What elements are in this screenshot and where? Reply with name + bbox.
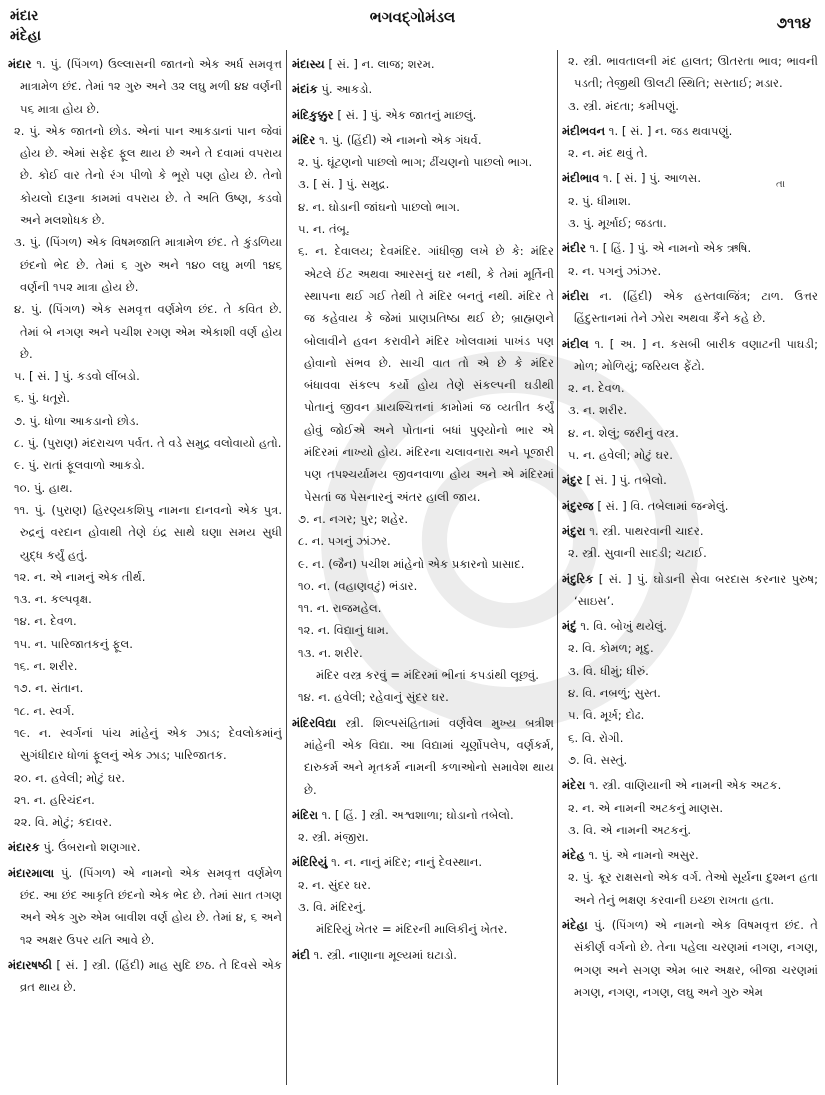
usage-example xyxy=(292,664,554,686)
definition-text: ૧૦. ન. (વહાણવટું) ભંડાર. xyxy=(298,578,418,593)
entry-sense xyxy=(8,700,282,722)
definition-text: ૧. [ હિં. ] પું. એ નામનો એક ઋષિ. xyxy=(585,241,752,256)
definition-text: ૧. સ્ત્રી. પાથરવાની ચાદર. xyxy=(585,523,704,538)
entry-sense xyxy=(8,677,282,699)
entry-sense xyxy=(292,642,554,664)
entry-sense xyxy=(8,811,282,833)
definition-text: ૨. ન. મંદ થવું તે. xyxy=(568,146,648,161)
definition-text: ૨૧. ન. હરિચંદન. xyxy=(14,792,95,807)
entry-sense xyxy=(8,454,282,476)
entry-sense xyxy=(292,874,554,896)
entry-sense xyxy=(292,826,554,848)
entry-sense xyxy=(8,298,282,365)
entry-sense xyxy=(8,410,282,432)
definition-text: ૧. ન. નાનું મંદિર; નાનું દેવસ્થાન. xyxy=(327,855,483,870)
dictionary-entry xyxy=(8,862,282,951)
definition-text: ૬. વિ. રોગી. xyxy=(568,730,624,745)
definition-text: ૫. ન. હવેલી; મોટું ઘર. xyxy=(568,448,673,463)
headword: મંદુરજ xyxy=(562,498,594,513)
entry-sense xyxy=(292,196,554,218)
column-1 xyxy=(8,50,282,1083)
dictionary-entry xyxy=(292,129,554,151)
headword: મંદિકુક્કુર xyxy=(292,107,334,122)
entry-sense xyxy=(562,797,818,819)
definition-text: ૮. પું. (પુરાણ) મંદરાચળ પર્વત. તે વડે સમુદ્ર વલોવાયો હતો. xyxy=(14,436,282,451)
definition-text: ૨. સ્ત્રી. ભાવતાલની મંદ હાલત; ઊતરતા ભાવ; ભાવની પડતી; તેજીથી ઊલટી સ્થિતિ; સસ્તાઈ; મડાર. xyxy=(568,54,818,91)
dictionary-entry xyxy=(562,469,818,491)
definition-text: પું. (પિંગળ) એ નામનો એક સમવૃત્ત વર્ણમેળ છંદ. આ છંદ આકૃતિ છંદનો એક ભેદ છે. તેમાં સાત તગણ અને એક ગુરુ એમ બાવીશ વર્ણ હોય છે. તેમાં ૪, ૬ અને ૧૨ અક્ષર ઉપર યતિ આવે છે. xyxy=(20,865,282,947)
headword: મંદાર xyxy=(8,57,32,71)
dictionary-entry xyxy=(562,844,818,866)
entry-sense xyxy=(562,660,818,682)
definition-text: ૧. [ અ. ] ન. કસબી બારીક વણાટની પાઘડી; મોળ; મોળિયું; જરિયલ ફેંટો. xyxy=(574,336,818,373)
page-number: ૭૧૧૪ xyxy=(776,14,811,32)
dictionary-entry xyxy=(292,712,554,801)
definition-text: પું. ઉંબરાનો શણગાર. xyxy=(39,840,141,855)
column-3 xyxy=(562,50,818,1083)
headword: મંદી xyxy=(292,947,310,962)
definition-text: ૬. ન. દેવાલય; દેવમંદિર. ગાંધીજી લખે છે કે: મંદિર એટલે ઈંટ અથવા આરસનું ઘર નથી, કે તેમાં મૂર્તિની સ્થાપના થઈ ગઈ તેથી તે મંદિર બનતું નથી. મંદિર તે જ કહેવાય કે જેમાં પ્રાણપ્રતિષ્ઠા થઈ છે; બ્રાહ્મણને બોલાવીને હવન કરાવીને મંદિર ખોલવામાં પાખંડ પણ હોવાનો સંભવ છે. સાચી વાત તો એ છે કે મંદિર બંધાવવા સંકલ્પ કર્યો હોય તેણે સંકલ્પની ઘડીથી પોતાનું જીવન પ્રાયશ્ચિત્તનાં કામોમાં જ વ્યતીત કર્યું હોવું જોઈએ અને પોતાનાં બધાં પુણ્યોનો ભાર એ મંદિરમાં નાખ્યો હોય. મંદિરના ચલાવનારા અને પૂજારી પણ તપશ્ચર્યામય જીવનવાળા હોય અને એ મંદિરમાં પેસતાં જ પેસનારનું અંતર હાલી જાય. xyxy=(298,244,554,504)
definition-text: ૨. ન. એ નામની અટકનું માણસ. xyxy=(568,800,724,815)
definition-text: ૩. સ્ત્રી. મંદતા; કમીપણું. xyxy=(568,98,679,113)
definition-text: મંદિરિયું ખેતર = મંદિરની માલિકીનું ખેતર. xyxy=(316,922,508,937)
definition-text: ૮. ન. પગનું ઝાંઝર. xyxy=(298,534,391,549)
definition-text: પું. આકડો. xyxy=(317,82,373,97)
headword: મંદીભવન xyxy=(562,123,606,138)
headword: મંદીર xyxy=(562,241,586,256)
definition-text: ૨. ન. સુંદર ઘર. xyxy=(298,877,371,892)
definition-text: ૧૪. ન. દેવળ. xyxy=(14,614,77,629)
definition-text: સ્ત્રી. શિલ્પસંહિતામાં વર્ણવેલ મુખ્ય બત્રીશ માંહેની એક વિદ્યા. આ વિદ્યામાં ચૂર્ણોપલેપ, વર્ણકર્મ, દારુકર્મ અને મૃતકર્મ નામની કળાઓનો સમાવેશ થાય છે. xyxy=(304,715,554,797)
entry-sense xyxy=(8,477,282,499)
entry-sense xyxy=(562,727,818,749)
definition-text: ૧. સ્ત્રી. વાણિયાની એ નામની એક અટક. xyxy=(585,778,782,793)
dictionary-entry xyxy=(562,774,818,796)
entry-sense xyxy=(292,508,554,530)
headword: મંદુરા xyxy=(562,523,586,538)
column-divider xyxy=(557,50,558,1085)
entry-sense xyxy=(562,444,818,466)
entry-sense xyxy=(8,789,282,811)
entry-sense xyxy=(562,682,818,704)
dictionary-entry xyxy=(562,285,818,330)
dictionary-entry xyxy=(292,104,554,126)
definition-text: ૧૩. ન. શરીર. xyxy=(298,645,363,660)
entry-sense xyxy=(292,218,554,240)
headword: મંદુર xyxy=(562,473,583,488)
column-divider xyxy=(286,50,287,1085)
entry-sense xyxy=(562,377,818,399)
definition-text: ૧૧. ન. રાજમહેલ. xyxy=(298,601,382,616)
definition-text: ૬. પું. ધતૂરો. xyxy=(14,391,70,406)
definition-text: ૧૭. ન. સંતાન. xyxy=(14,681,84,696)
entry-sense xyxy=(292,619,554,641)
dictionary-entry xyxy=(292,804,554,826)
headword: મંદું xyxy=(562,619,577,634)
entry-sense xyxy=(292,240,554,508)
definition-text: ૨. ન. દેવળ. xyxy=(568,381,625,396)
headword: મંદાંક xyxy=(292,82,318,97)
dictionary-entry xyxy=(292,53,554,75)
dictionary-entry xyxy=(292,851,554,873)
definition-text: [ સં. ] પું. તબેલો. xyxy=(582,473,667,488)
definition-text: ૧. વિ. બોખું થયેલું. xyxy=(576,619,667,634)
definition-text: ૧૨. ન. વિદ્યાનું ધામ. xyxy=(298,623,389,638)
entry-sense xyxy=(562,637,818,659)
entry-sense xyxy=(562,399,818,421)
definition-text: ૨. ન. પગનું ઝાંઝર. xyxy=(568,263,662,278)
definition-text: ૯. પું. રાતાં ફૂલવાળો આકડો. xyxy=(14,458,145,473)
entry-sense xyxy=(8,566,282,588)
definition-text: ૧૬. ન. શરીર. xyxy=(14,659,78,674)
entry-sense xyxy=(292,553,554,575)
definition-text: ૧૮. ન. સ્વર્ગ. xyxy=(14,703,75,718)
definition-text: ૧૩. ન. કલ્પવૃક્ષ. xyxy=(14,592,92,607)
entry-sense xyxy=(292,530,554,552)
entry-sense xyxy=(562,50,818,95)
definition-text: ૭. ન. નગર; પુર; શહેર. xyxy=(298,511,409,526)
definition-text: [ સં. ] પું. એક જાતનું માછલું. xyxy=(333,107,477,122)
dictionary-entry xyxy=(292,78,554,100)
entry-sense xyxy=(8,365,282,387)
entry-sense xyxy=(562,422,818,444)
definition-text: ૨૨. વિ. મોટું; કદાવર. xyxy=(14,815,113,830)
guide-word-last: મંદેહા xyxy=(10,28,42,44)
column-2 xyxy=(292,50,554,1083)
entry-sense xyxy=(8,588,282,610)
entry-sense xyxy=(8,610,282,632)
definition-text: ૩. [ સં. ] પું. સમુદ્ર. xyxy=(298,177,390,192)
entry-sense xyxy=(562,95,818,117)
definition-text: ૧. [ સં. ] પું. આળસ. xyxy=(599,171,702,186)
definition-text: ૩. વિ. એ નામની અટકનું. xyxy=(568,822,692,837)
dictionary-entry xyxy=(292,944,554,966)
definition-text: ૩. પું. મૂર્ખાઈ; જડતા. xyxy=(568,216,667,231)
dictionary-entry xyxy=(8,836,282,858)
definition-text: ૧. પું. (પિંગળ) ઉલ્લાસની જાતનો એક અર્ધ સમવૃત્ત માત્રામેળ છંદ. તેમાં ૧૨ ગુરુ અને ૩૨ લઘુ મળી ૪૪ વર્ણની ૫૬ માત્રા હોય છે. xyxy=(20,57,282,116)
definition-text: ૧. સ્ત્રી. નાણાના મૂલ્યમાં ઘટાડો. xyxy=(309,947,457,962)
entry-sense xyxy=(292,896,554,918)
headword: મંદિરવિદ્યા xyxy=(292,715,337,730)
entry-sense xyxy=(562,190,818,212)
definition-text: ૩. પું. (પિંગળ) એક વિષમજાતિ માત્રામેળ છંદ. તે કુંડળિયા છંદનો ભેદ છે. તેમાં ૬ ગુરુ અને ૧૪૦ લઘુ મળી ૧૪૬ વર્ણની ૧૫૨ માત્રા હોય છે. xyxy=(14,235,282,294)
entry-sense xyxy=(562,819,818,841)
definition-text: ૪. ન. ઘોડાની જાંઘનો પાછલો ભાગ. xyxy=(298,199,460,214)
definition-text: ૨. પું. એક જાતનો છોડ. એનાં પાન આકડાનાં પાન જેવાં હોય છે. એમાં સફેદ ફૂલ થાય છે અને તે દવામાં વપરાય છે. કોઈ વાર તેનો રંગ પીળો કે ભૂરો પણ હોય છે. તેનો કોયલો દારૂના કામમાં વપરાય છે. તે અતિ ઉષ્ણ, કડવો અને મલશોધક છે. xyxy=(14,123,282,228)
dictionary-entry xyxy=(562,568,818,613)
dictionary-entry xyxy=(8,954,282,999)
headword: મંદેહ xyxy=(562,848,585,863)
definition-text: ૧૫. ન. પારિજાતકનું ફૂલ. xyxy=(14,636,133,651)
definition-text: ૭. વિ. સસ્તું. xyxy=(568,752,628,767)
definition-text: ૨. પું. ઘૂંટણનો પાછલો ભાગ; ઢીંચણનો પાછલો ભાગ. xyxy=(298,155,533,170)
dictionary-entry xyxy=(562,495,818,517)
definition-text: પું. (પિંગળ) એ નામનો એક વિષમવૃત્ત છંદ. તે સંકીર્ણ વર્ગનો છે. તેના પહેલા ચરણમાં નગણ, નગણ, ભગણ અને સગણ એમ બાર અક્ષર, બીજા ચરણમાં મગણ, નગણ, નગણ, લઘુ અને ગુરુ એમ xyxy=(574,917,818,999)
definition-text: ૭. પું. ધોળા આકડાનો છોડ. xyxy=(14,413,140,428)
headword: મંદુરિક xyxy=(562,571,594,586)
definition-text: ૫. [ સં. ] પું. કડવો લીંબડો. xyxy=(14,369,140,384)
definition-text: ૧. [ હિં. ] સ્ત્રી. અશ્વશાળા; ઘોડાનો તબેલો. xyxy=(318,807,514,822)
definition-text: [ સં. ] વિ. તબેલામાં જન્મેલું. xyxy=(593,498,729,513)
definition-text: ૪. વિ. નબળું; સુસ્ત. xyxy=(568,686,661,701)
entry-sense xyxy=(8,767,282,789)
definition-text: ૪. પું. (પિંગળ) એક સમવૃત્ત વર્ણમેળ છંદ. તે કવિત છે. તેમાં બે નગણ અને પચીશ રગણ એમ એકાશી વર્ણ હોય છે. xyxy=(14,302,282,361)
definition-text: ૨. પું. ક્રૂર રાક્ષસનો એક વર્ગ. તેઓ સૂર્યના દુશ્મન હતા અને તેનું ભક્ષણ કરવાની ઇચ્છા રાખતા હતા. xyxy=(568,870,818,907)
definition-text: ૧૨. ન. એ નામનું એક તીર્થ. xyxy=(14,569,146,584)
entry-sense xyxy=(292,151,554,173)
definition-text: [ સં. ] ન. લાજ; શરમ. xyxy=(324,57,435,71)
definition-text: ૧૧. પું. (પુરાણ) હિરણ્યકશિપુ નામના દાનવનો એક પુત્ર. રુદ્રનું વરદાન હોવાથી તેણે ઇંદ્ર સાથે ઘણા સમય સુધી યુદ્ધ કર્યું હતું. xyxy=(14,502,282,562)
entry-sense xyxy=(8,499,282,566)
entry-sense xyxy=(8,387,282,409)
entry-sense xyxy=(562,749,818,771)
entry-sense xyxy=(562,704,818,726)
definition-text: ૨. સ્ત્રી. સુવાની સાદડી; ચટાઈ. xyxy=(568,546,707,561)
definition-text: [ સં. ] સ્ત્રી. (હિંદી) માહ સુદિ છઠ. તે દિવસે એક વ્રત થાય છે. xyxy=(20,957,282,995)
entry-sense xyxy=(8,722,282,767)
definition-text: ૨૦. ન. હવેલી; મોટું ઘર. xyxy=(14,770,126,785)
entry-sense xyxy=(292,686,554,708)
definition-text: ૯. ન. (જૈન) પચીશ માંહેનો એક પ્રકારનો પ્રાસાદ. xyxy=(298,556,525,571)
definition-text: ૩. વિ. મંદિરનું. xyxy=(298,899,366,914)
entry-sense xyxy=(292,173,554,195)
entry-sense xyxy=(8,120,282,231)
headword: મંદિર xyxy=(292,132,316,147)
headword: મંદારષષ્ઠી xyxy=(8,957,52,972)
entry-sense xyxy=(292,597,554,619)
entry-sense xyxy=(8,655,282,677)
dictionary-entry xyxy=(562,615,818,637)
headword: મંદિરિયું xyxy=(292,855,328,870)
headword: મંદીભાવ xyxy=(562,171,600,186)
definition-text: ૧૪. ન. હવેલી; રહેવાનું સુંદર ઘર. xyxy=(298,690,449,705)
definition-text: ૪. ન. શેલું; જરીનું વસ્ત્ર. xyxy=(568,425,679,440)
dictionary-entry xyxy=(562,914,818,1003)
definition-text: ૩. વિ. ધીમું; ધીરું. xyxy=(568,663,649,678)
definition-text: મંદિર વસ્ત્ર કરવું = મંદિરમાં ભીનાં કપડાંથી લૂછવું. xyxy=(316,668,539,683)
entry-sense xyxy=(562,212,818,234)
definition-text: ૩. ન. શરીર. xyxy=(568,403,628,418)
headword: મંદેરા xyxy=(562,778,586,793)
definition-text: ૧. પું. (હિંદી) એ નામનો એક ગંધર્વ. xyxy=(315,132,482,147)
dictionary-entry xyxy=(562,237,818,259)
dictionary-entry xyxy=(562,120,818,142)
usage-example xyxy=(292,918,554,940)
entry-sense xyxy=(562,260,818,282)
definition-text: ૧૯. ન. સ્વર્ગનાં પાંચ માંહેનું એક ઝાડ; દેવલોકમાંનું સુગંધીદાર ધોળાં ફૂલનું એક ઝાડ; પારિજાતક. xyxy=(14,725,282,763)
dictionary-entry xyxy=(562,520,818,542)
headword: મંદારમાલા xyxy=(8,865,55,880)
entry-sense xyxy=(8,432,282,454)
entry-sense xyxy=(562,866,818,911)
definition-text: [ સં. ] પું. ઘોડાની સેવા બરદાસ કરનાર પુરુષ; ‘સાઇસ’. xyxy=(574,571,818,608)
headword: મંદારક xyxy=(8,840,40,855)
headword: મંદીરા xyxy=(562,288,589,303)
headword: મંદિરા xyxy=(292,807,319,822)
dictionary-entry xyxy=(562,333,818,378)
entry-sense xyxy=(562,542,818,564)
definition-text: ૫. ન. તંબૂ. xyxy=(298,222,350,237)
definition-text: ૨. વિ. કોમળ; મૃદુ. xyxy=(568,641,654,656)
definition-text: ૧. [ સં. ] ન. જડ થવાપણું. xyxy=(605,123,733,138)
entry-sense xyxy=(8,231,282,298)
guide-word-first: મંદાર xyxy=(10,8,39,24)
dictionary-entry xyxy=(8,53,282,120)
book-title: ભગવદ્ગોમંડલ xyxy=(369,8,456,26)
definition-text: ૫. વિ. મૂર્ખ; દોઢ. xyxy=(568,708,645,723)
headword: મંદેહા xyxy=(562,917,588,932)
definition-text: ૧૦. પું. હાથ. xyxy=(14,480,73,495)
entry-sense xyxy=(562,142,818,164)
definition-text: ૨. પું. ધીમાશ. xyxy=(568,193,631,208)
headword: મંદીલ xyxy=(562,336,589,351)
definition-text: ન. (હિંદી) એક હસ્તવાજિંત્ર; ટાળ. ઉત્તર હિંદુસ્તાનમાં તેને ઝોરા અથવા કૈંને કહે છે. xyxy=(574,288,818,326)
stray-print-mark: તા xyxy=(776,179,786,190)
entry-sense xyxy=(8,633,282,655)
headword: મંદાસ્ય xyxy=(292,57,325,71)
definition-text: ૧. પું. એ નામનો અસુર. xyxy=(584,848,699,863)
entry-sense xyxy=(292,575,554,597)
definition-text: ૨. સ્ત્રી. મંજીરા. xyxy=(298,830,369,845)
